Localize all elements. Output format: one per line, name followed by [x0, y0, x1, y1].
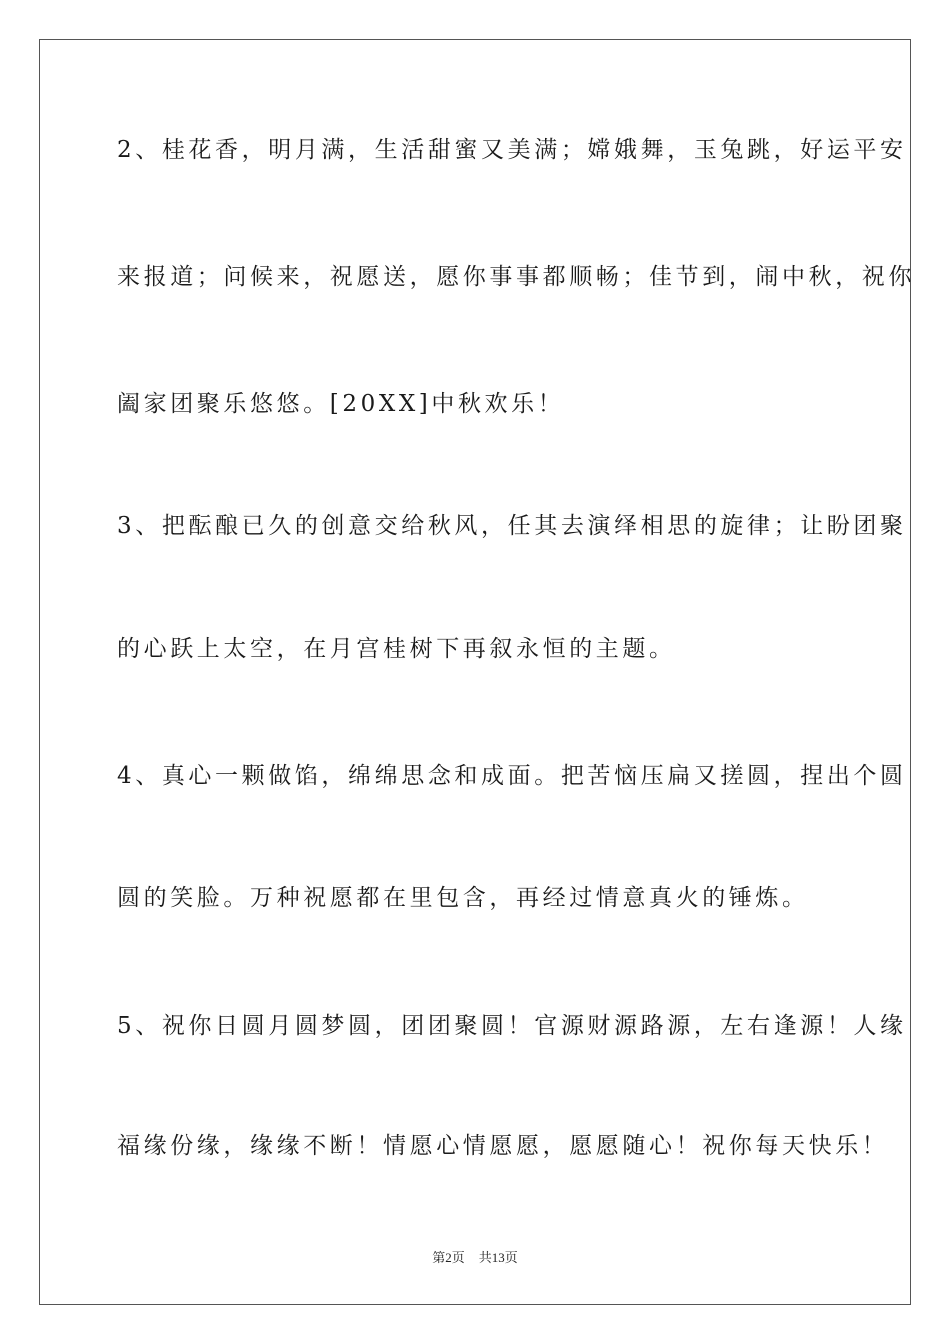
paragraph-2-line-1: 2、桂花香，明月满，生活甜蜜又美满；嫦娥舞，玉兔跳，好运平安 [117, 137, 907, 163]
paragraph-5-line-1: 5、祝你日圆月圆梦圆，团团聚圆！官源财源路源，左右逢源！人缘 [117, 1013, 907, 1039]
paragraph-4-line-1: 4、真心一颗做馅，绵绵思念和成面。把苦恼压扁又搓圆，捏出个圆 [117, 763, 907, 789]
page-footer [0, 1247, 950, 1266]
paragraph-4-line-2: 圆的笑脸。万种祝愿都在里包含，再经过情意真火的锤炼。 [117, 885, 809, 911]
paragraph-5-line-2: 福缘份缘，缘缘不断！情愿心情愿愿，愿愿随心！祝你每天快乐！ [117, 1133, 889, 1159]
paragraph-2-line-2: 来报道；问候来，祝愿送，愿你事事都顺畅；佳节到，闹中秋，祝你 [117, 264, 915, 290]
paragraph-2-line-3: 阖家团聚乐悠悠。[20XX]中秋欢乐！ [117, 391, 565, 417]
paragraph-3-line-2: 的心跃上太空，在月宫桂树下再叙永恒的主题。 [117, 636, 676, 662]
paragraph-3-line-1: 3、把酝酿已久的创意交给秋风，任其去演绎相思的旋律；让盼团聚 [117, 513, 907, 539]
page-number: 第2页 [432, 1250, 465, 1265]
page-frame [39, 39, 915, 1305]
page-total: 共13页 [478, 1250, 518, 1265]
